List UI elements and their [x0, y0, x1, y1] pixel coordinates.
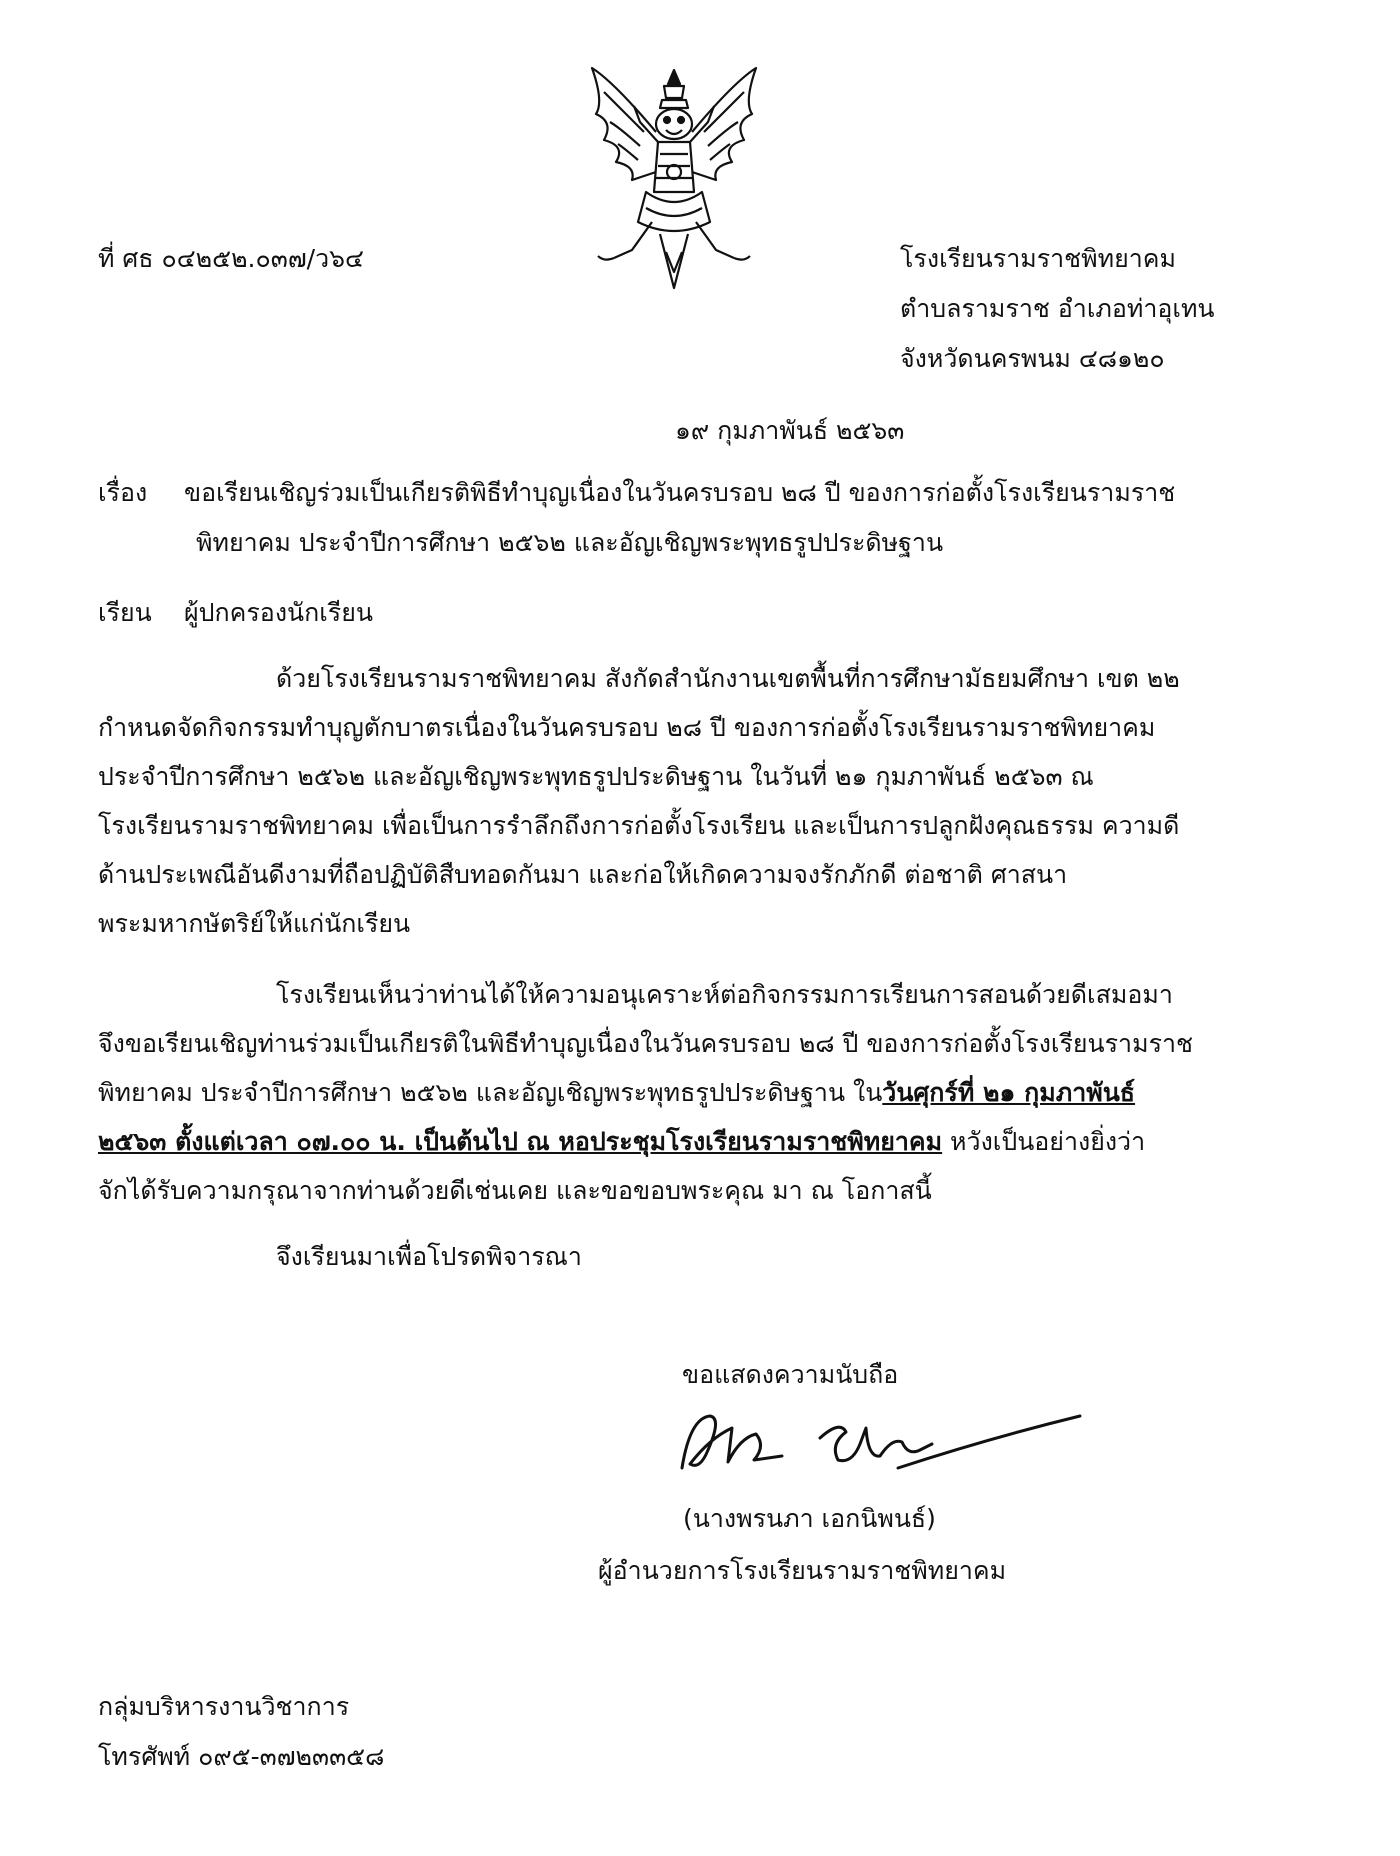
paragraph-line: พระมหากษัตริย์ให้แก่นักเรียน: [98, 909, 411, 938]
paragraph-line: กำหนดจัดกิจกรรมทำบุญตักบาตรเนื่องในวันครบรอบ ๒๘ ปี ของการก่อตั้งโรงเรียนรามราชพิทยาคม: [98, 713, 1156, 742]
event-date-emphasis: วันศุกร์ที่ ๒๑ กุมภาพันธ์: [882, 1078, 1136, 1107]
paragraph-line: โรงเรียนเห็นว่าท่านได้ให้ความอนุเคราะห์ต่อกิจกรรมการเรียนการสอนด้วยดีเสมอมา: [276, 980, 1173, 1009]
handwritten-signature-icon: [670, 1398, 1090, 1493]
subject-line-2: พิทยาคม ประจำปีการศึกษา ๒๕๖๒ และอัญเชิญพระพุทธรูปประดิษฐาน: [196, 528, 944, 557]
paragraph-line: จึงขอเรียนเชิญท่านร่วมเป็นเกียรติในพิธีทำบุญเนื่องในวันครบรอบ ๒๘ ปี ของการก่อตั้งโรงเรียนรามราช: [98, 1029, 1194, 1058]
paragraph-line: โรงเรียนรามราชพิทยาคม เพื่อเป็นการรำลึกถึงการก่อตั้งโรงเรียน และเป็นการปลูกฝังคุณธรรม ความดี: [98, 811, 1180, 840]
subject-line-1: ขอเรียนเชิญร่วมเป็นเกียรติพิธีทำบุญเนื่องในวันครบรอบ ๒๘ ปี ของการก่อตั้งโรงเรียนรามราช: [184, 478, 1176, 507]
signer-name: (นางพรนภา เอกนิพนธ์): [683, 1504, 936, 1533]
recipient-label: เรียน: [98, 598, 152, 627]
department-name: กลุ่มบริหารงานวิชาการ: [98, 1692, 350, 1721]
closing-request: จึงเรียนมาเพื่อโปรดพิจารณา: [276, 1242, 582, 1271]
letter-date: ๑๙ กุมภาพันธ์ ๒๕๖๓: [675, 416, 905, 445]
event-time-venue-emphasis: ๒๕๖๓ ตั้งแต่เวลา ๐๗.๐๐ น. เป็นต้นไป ณ หอประชุมโรงเรียนรามราชพิทยาคม: [98, 1127, 943, 1156]
paragraph-line: ด้านประเพณีอันดีงามที่ถือปฏิบัติสืบทอดกันมา และก่อให้เกิดความจงรักภักดี ต่อชาติ ศาสนา: [98, 860, 1068, 889]
contact-phone: โทรศัพท์ ๐๙๕-๓๗๒๓๓๕๘: [98, 1742, 385, 1771]
garuda-emblem-icon: [574, 62, 774, 302]
signer-title: ผู้อำนวยการโรงเรียนรามราชพิทยาคม: [598, 1556, 1007, 1585]
body-paragraph-1: [98, 654, 1306, 948]
complimentary-close: ขอแสดงความนับถือ: [682, 1360, 899, 1389]
sender-address-line-3: จังหวัดนครพนม ๔๘๑๒๐: [900, 344, 1165, 373]
paragraph-line: ประจำปีการศึกษา ๒๕๖๒ และอัญเชิญพระพุทธรูปประดิษฐาน ในวันที่ ๒๑ กุมภาพันธ์ ๒๕๖๓ ณ: [98, 762, 1094, 791]
paragraph-line: จักได้รับความกรุณาจากท่านด้วยดีเช่นเคย และขอขอบพระคุณ มา ณ โอกาสนี้: [98, 1176, 932, 1205]
body-paragraph-2: [98, 970, 1306, 1215]
paragraph-line: [98, 1068, 1306, 1117]
subject-label: เรื่อง: [98, 478, 148, 507]
sender-address-line-2: ตำบลรามราช อำเภอท่าอุเทน: [900, 294, 1215, 323]
paragraph-text: พิทยาคม ประจำปีการศึกษา ๒๕๖๒ และอัญเชิญพระพุทธรูปประดิษฐาน ใน: [98, 1078, 883, 1107]
paragraph-text: หวังเป็นอย่างยิ่งว่า: [942, 1127, 1146, 1156]
recipient-value: ผู้ปกครองนักเรียน: [184, 598, 373, 627]
reference-number: ที่ ศธ ๐๔๒๕๒.๐๓๗/ว๖๔: [98, 244, 364, 273]
sender-address-line-1: โรงเรียนรามราชพิทยาคม: [900, 244, 1177, 273]
paragraph-line: ด้วยโรงเรียนรามราชพิทยาคม สังกัดสำนักงานเขตพื้นที่การศึกษามัธยมศึกษา เขต ๒๒: [276, 664, 1180, 693]
paragraph-line: [98, 1117, 1306, 1166]
